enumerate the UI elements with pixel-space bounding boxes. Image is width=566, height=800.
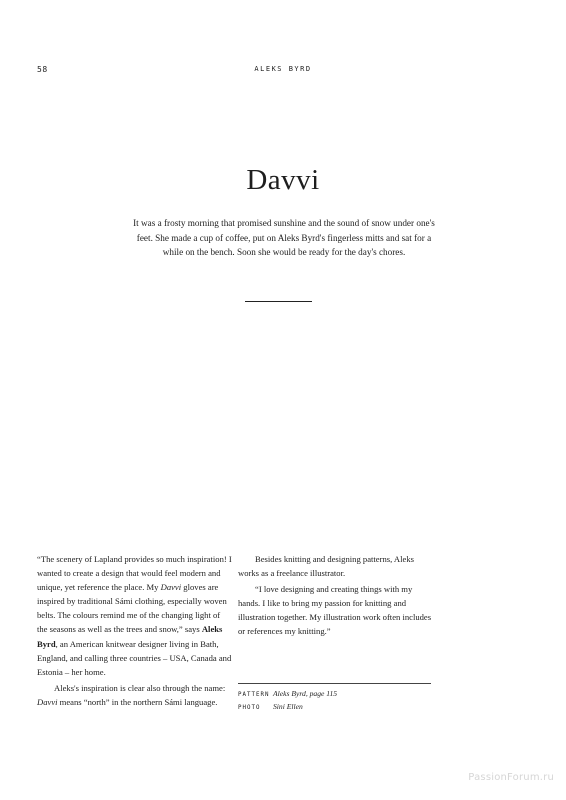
divider-rule (245, 301, 312, 302)
body-text: “The scenery of Lapland provides so much inspiration! I wanted to create a design that would feel modern and unique, yet reference the place. My (37, 554, 232, 593)
body-paragraph (37, 681, 232, 709)
body-text: gloves are inspired by traditional Sámi clothing, especially woven belts. The colours remind me of the changing light of the seasons as well as the trees and snow,” says (37, 582, 227, 635)
body-text: , an American knitwear designer living in Bath, England, and calling three countries – USA, Canada and Estonia – her home. (37, 638, 232, 677)
body-text: Aleks's inspiration is clear also through the name: (54, 682, 226, 693)
credits (238, 688, 337, 714)
page-number: 58 (37, 65, 48, 74)
body-column-left (37, 552, 232, 709)
running-header: ALEKS BYRD (254, 65, 312, 73)
credits-rule (238, 683, 431, 684)
body-paragraph: “I love designing and creating things with my hands. I like to bring my passion for knitting and illustration together. My illustration work often includes or references my knitting.” (238, 584, 432, 637)
body-paragraph: Besides knitting and designing patterns, Aleks works as a freelance illustrator. (238, 554, 414, 579)
credit-value: Aleks Byrd, page 115 (273, 689, 338, 698)
credit-pattern (238, 688, 337, 701)
article-intro: It was a frosty morning that promised sunshine and the sound of snow under one's feet. She made a cup of coffee, put on Aleks Byrd's fingerless mitts and sat for a while on the bench. Soon she would be ready for the day's chores. (133, 218, 435, 257)
credit-label: PHOTO (238, 705, 261, 711)
body-text: means “north” in the northern Sámi language. (57, 696, 218, 707)
watermark: PassionForum.ru (468, 772, 554, 783)
article-title: Davvi (246, 164, 320, 196)
body-column-right (238, 552, 433, 639)
designer-name: Aleks Byrd (37, 624, 223, 649)
credit-value: Sini Ellen (273, 702, 303, 711)
pattern-name: Davvi (160, 582, 182, 593)
body-paragraph (37, 552, 232, 679)
pattern-name: Davvi (37, 696, 58, 707)
credit-label: PATTERN (238, 692, 270, 698)
credit-photo (238, 701, 337, 714)
